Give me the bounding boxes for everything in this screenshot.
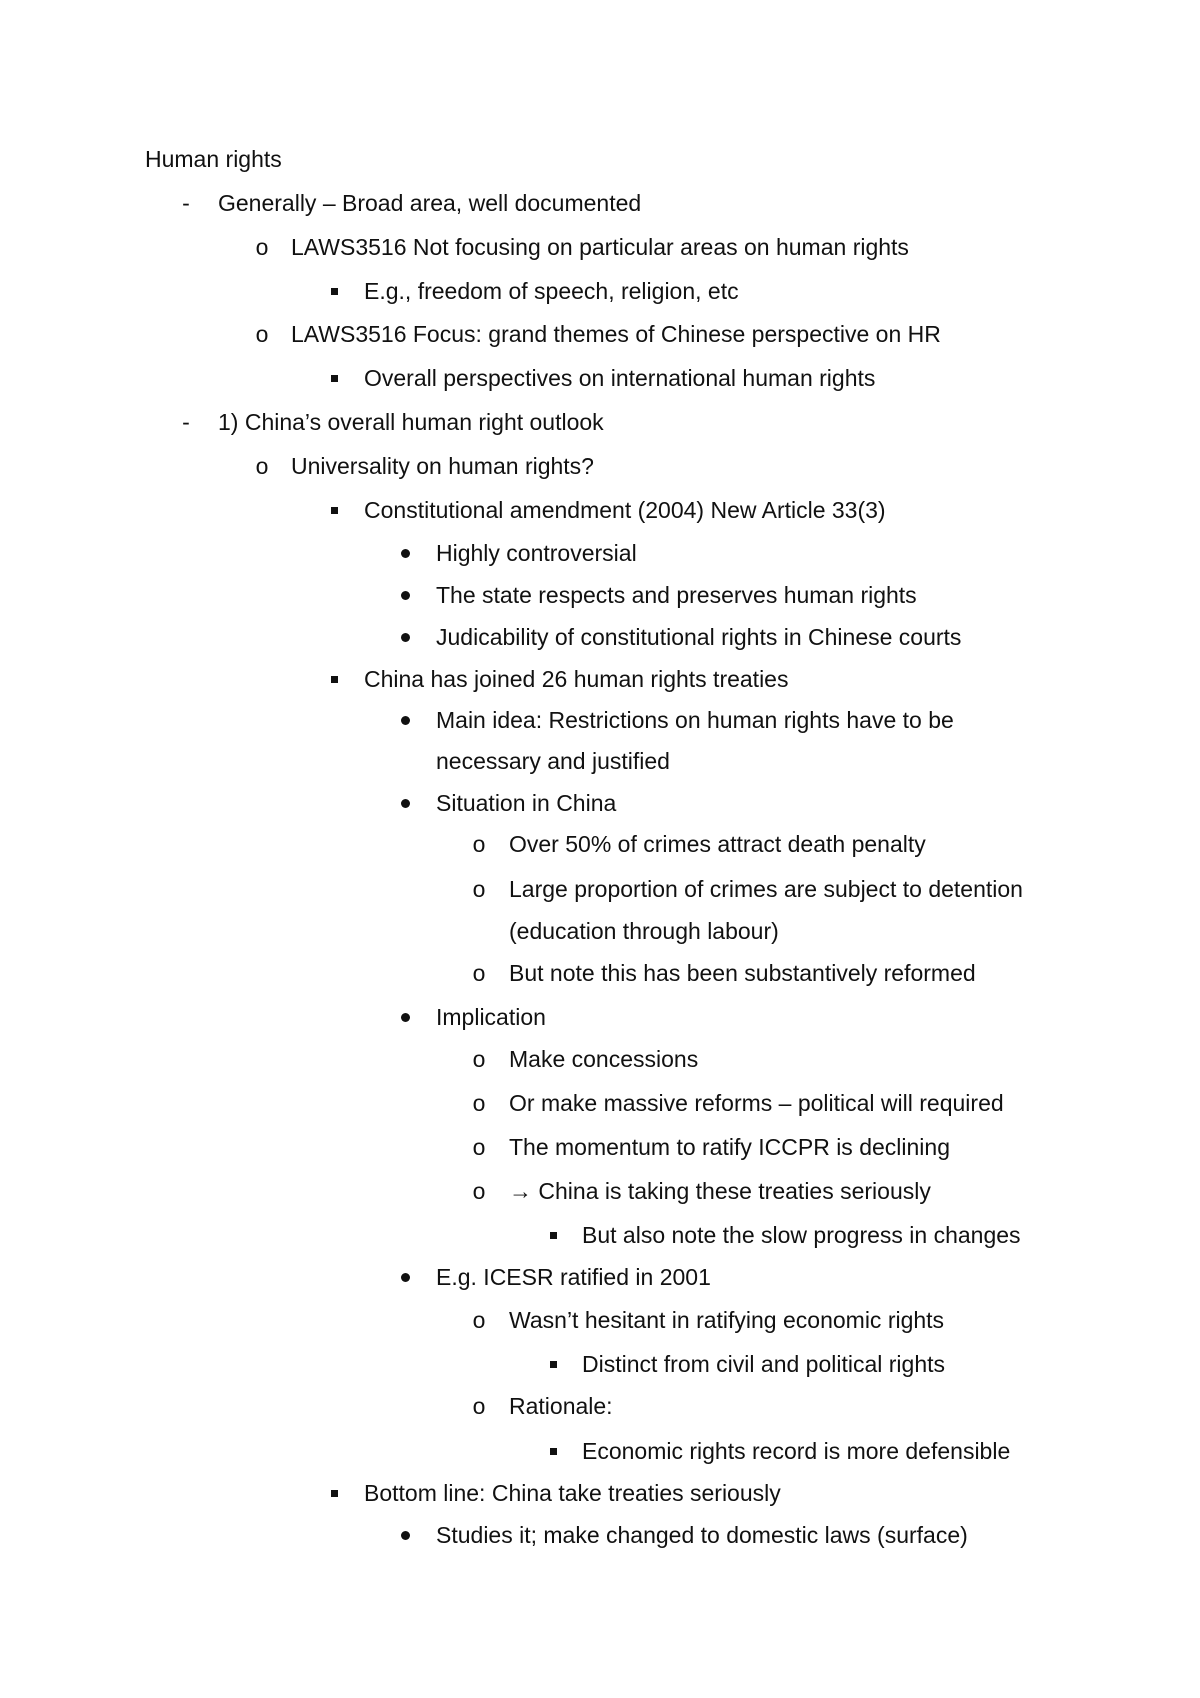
list-item-text: Universality on human rights? [291,453,594,479]
list-item-text: Distinct from civil and political rights [582,1351,946,1377]
list-item-text: E.g. ICESR ratified in 2001 [436,1264,711,1290]
square-bullet-icon [550,1361,557,1368]
list-item-text: The momentum to ratify ICCPR is declining [509,1134,950,1160]
dot-bullet-icon [401,716,410,725]
list-item-text: necessary and justified [436,748,670,774]
list-item-text: Or make massive reforms – political will required [509,1090,1004,1116]
circle-bullet-icon: o [472,831,486,857]
circle-bullet-icon: o [472,1307,486,1333]
dash-bullet-icon: - [182,190,190,216]
circle-bullet-icon: o [255,234,269,260]
document-title: Human rights [145,146,282,172]
list-item-text: Wasn’t hesitant in ratifying economic rights [509,1307,945,1333]
list-item-text: Over 50% of crimes attract death penalty [509,831,926,857]
dot-bullet-icon [401,549,410,558]
square-bullet-icon [550,1448,557,1455]
list-item-text: → China is taking these treaties seriously [509,1178,931,1204]
list-item-text: Constitutional amendment (2004) New Article 33(3) [364,497,886,523]
list-item-text: LAWS3516 Not focusing on particular areas on human rights [291,234,909,260]
square-bullet-icon [331,1490,338,1497]
list-item-text: China has joined 26 human rights treaties [364,666,789,692]
list-item-text: Main idea: Restrictions on human rights have to be [436,707,954,733]
square-bullet-icon [550,1232,557,1239]
dot-bullet-icon [401,1531,410,1540]
list-item-text: Situation in China [436,790,617,816]
circle-bullet-icon: o [472,1178,486,1204]
dot-bullet-icon [401,633,410,642]
square-bullet-icon [331,288,338,295]
list-item-text: (education through labour) [509,918,779,944]
dot-bullet-icon [401,1273,410,1282]
square-bullet-icon [331,676,338,683]
circle-bullet-icon: o [472,1090,486,1116]
circle-bullet-icon: o [472,1046,486,1072]
list-item-text: Rationale: [509,1393,613,1419]
list-item-text: Economic rights record is more defensible [582,1438,1011,1464]
list-item-text: Studies it; make changed to domestic laws (surface) [436,1522,968,1548]
dot-bullet-icon [401,591,410,600]
list-item-text: LAWS3516 Focus: grand themes of Chinese perspective on HR [291,321,941,347]
list-item-text: Bottom line: China take treaties seriously [364,1480,781,1506]
dot-bullet-icon [401,799,410,808]
list-item-text: Implication [436,1004,546,1030]
list-item-text: E.g., freedom of speech, religion, etc [364,278,739,304]
square-bullet-icon [331,375,338,382]
list-item-text: Judicability of constitutional rights in Chinese courts [436,624,962,650]
list-item-text: 1) China’s overall human right outlook [218,409,604,435]
list-item-text: Make concessions [509,1046,699,1072]
circle-bullet-icon: o [472,1393,486,1419]
circle-bullet-icon: o [472,876,486,902]
list-item-text: But also note the slow progress in changes [582,1222,1021,1248]
list-item-text: Highly controversial [436,540,637,566]
dash-bullet-icon: - [182,409,190,435]
list-item-text: The state respects and preserves human rights [436,582,917,608]
dot-bullet-icon [401,1013,410,1022]
square-bullet-icon [331,507,338,514]
circle-bullet-icon: o [255,321,269,347]
list-item-text: Large proportion of crimes are subject to detention [509,876,1023,902]
list-item-text: Generally – Broad area, well documented [218,190,642,216]
list-item-text: But note this has been substantively reformed [509,960,976,986]
circle-bullet-icon: o [472,960,486,986]
list-item-text: Overall perspectives on international human rights [364,365,876,391]
circle-bullet-icon: o [472,1134,486,1160]
circle-bullet-icon: o [255,453,269,479]
